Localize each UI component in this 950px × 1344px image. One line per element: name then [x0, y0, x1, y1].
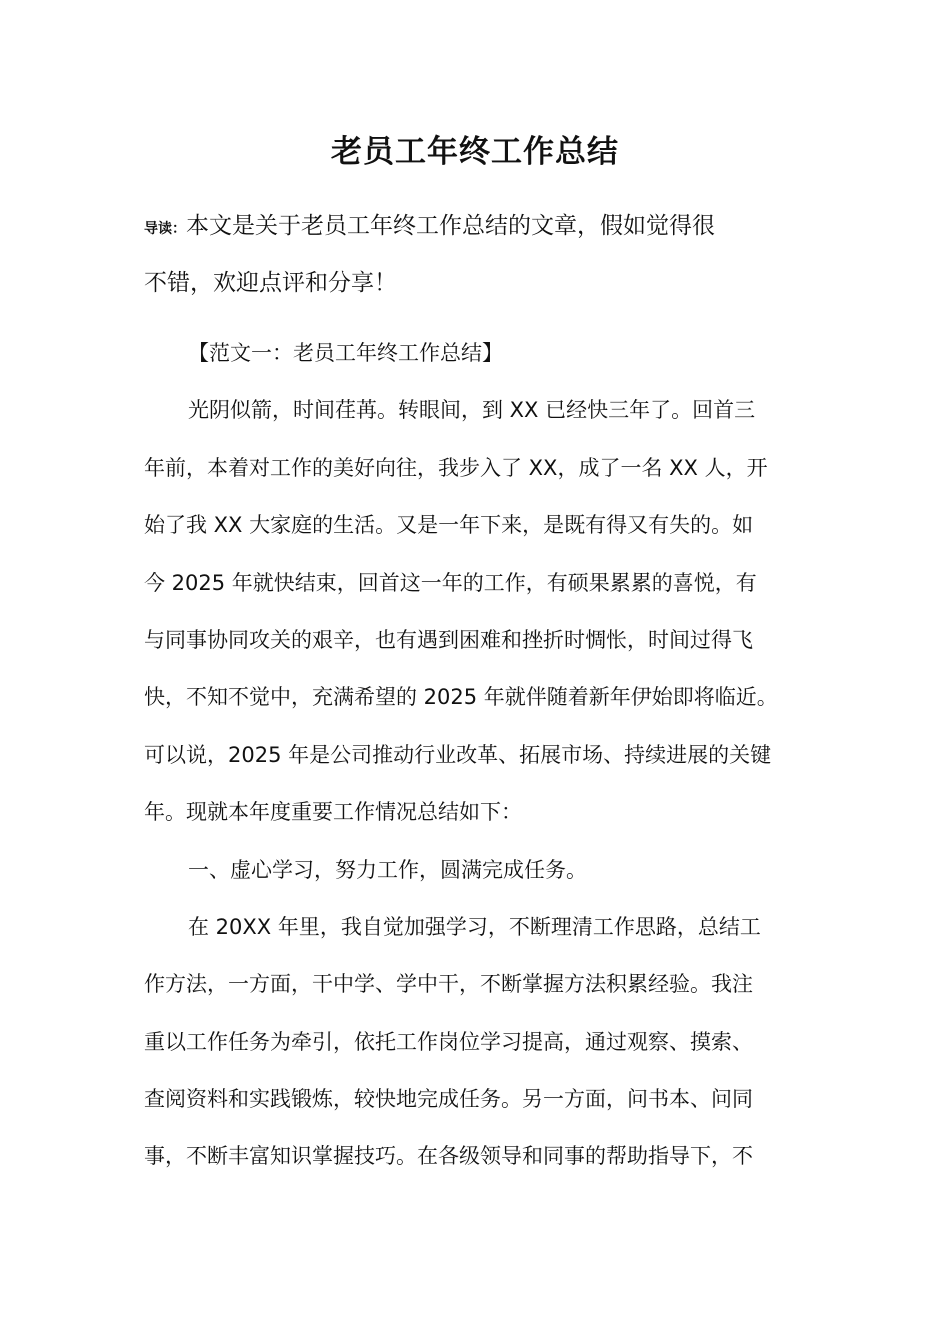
intro-label: 导读： [144, 221, 186, 237]
paragraph-line: 年前，本着对工作的美好向往，我步入了 XX，成了一名 XX 人，开 [144, 455, 768, 480]
paragraph-line: 始了我 XX 大家庭的生活。又是一年下来，是既有得又有失的。如 [144, 513, 754, 538]
paragraph-line: 查阅资料和实践锻炼，较快地完成任务。另一方面，问书本、问同 [144, 1087, 753, 1112]
intro-line [144, 198, 824, 255]
document-title: 老员工年终工作总结 [331, 134, 619, 170]
intro-paragraph [144, 198, 824, 313]
paragraph-line: 光阴似箭，时间荏苒。转眼间，到 XX 已经快三年了。回首三 [188, 398, 756, 423]
paragraph-line: 作方法，一方面，干中学、学中干，不断掌握方法积累经验。我注 [144, 972, 753, 997]
subsection-heading: 一、虚心学习，努力工作，圆满完成任务。 [188, 857, 587, 882]
body-text [144, 325, 824, 1186]
paragraph-line: 可以说，2025 年是公司推动行业改革、拓展市场、持续进展的关键 [144, 742, 772, 767]
paragraph-line: 快，不知不觉中，充满希望的 2025 年就伴随着新年伊始即将临近。 [144, 685, 778, 710]
paragraph-line: 在 20XX 年里，我自觉加强学习，不断理清工作思路，总结工 [188, 914, 761, 939]
paragraph-line: 与同事协同攻关的艰辛，也有遇到困难和挫折时惆怅，时间过得飞 [144, 627, 753, 652]
section-heading: 【范文一：老员工年终工作总结】 [188, 341, 503, 365]
paragraph-line: 今 2025 年就快结束，回首这一年的工作，有硕果累累的喜悦，有 [144, 570, 757, 595]
intro-line: 不错，欢迎点评和分享！ [144, 270, 397, 297]
paragraph-line: 重以工作任务为牵引，依托工作岗位学习提高，通过观察、摸索、 [144, 1029, 753, 1054]
paragraph-line: 事，不断丰富知识掌握技巧。在各级领导和同事的帮助指导下，不 [144, 1144, 753, 1169]
intro-text: 本文是关于老员工年终工作总结的文章，假如觉得很 [186, 213, 715, 239]
paragraph-line: 年。现就本年度重要工作情况总结如下： [144, 800, 522, 825]
